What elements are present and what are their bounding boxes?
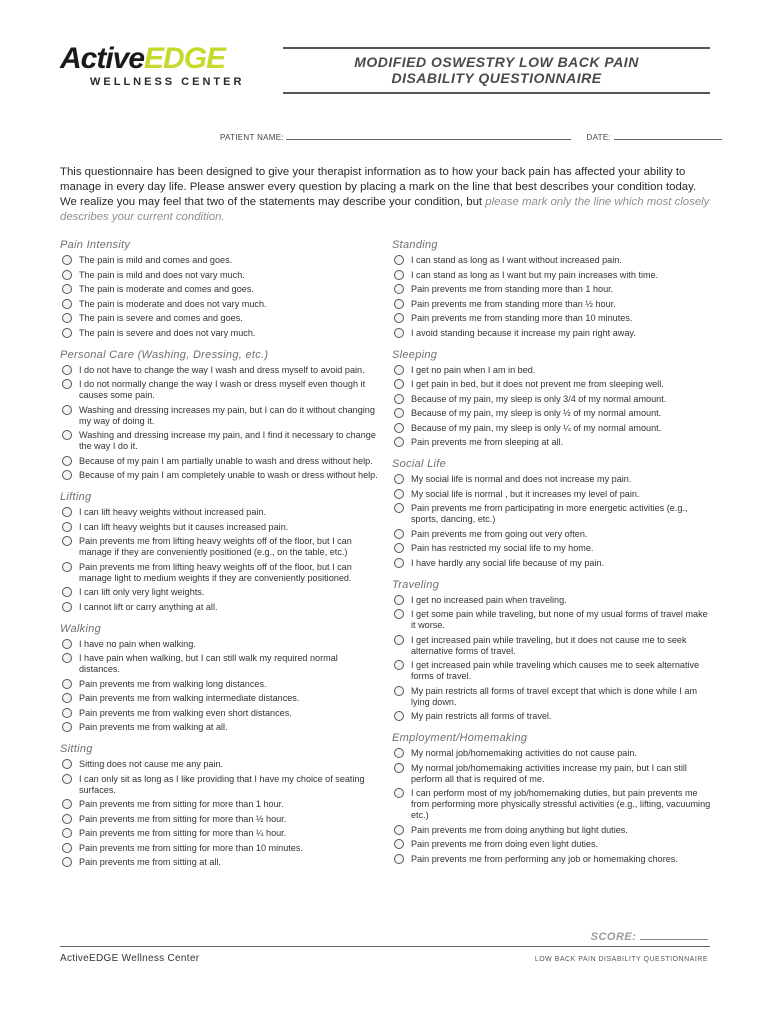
section-title: Walking [60,622,102,635]
option-item[interactable] [392,660,712,682]
section-title: Employment/Homemaking [392,732,528,744]
radio-button-icon[interactable] [394,489,404,499]
score-blank[interactable] [640,930,708,940]
option-item[interactable] [392,686,712,708]
option-item[interactable] [392,270,712,281]
radio-button-icon[interactable] [394,711,404,721]
logo-word-edge: EDGE [144,42,226,75]
intro-paragraph [60,165,710,225]
radio-button-icon[interactable] [394,609,404,619]
date-field[interactable] [614,132,722,140]
radio-button-icon[interactable] [62,828,72,838]
option-item[interactable] [60,828,380,839]
option-item[interactable] [60,470,380,481]
option-label: The pain is mild and does not vary much. [79,269,245,280]
option-item[interactable] [60,562,380,584]
option-item[interactable] [60,722,380,733]
radio-button-icon[interactable] [62,507,72,517]
option-label: My pain restricts all forms of travel. [411,711,552,721]
option-label: Pain prevents me from doing anything but light duties. [411,824,628,835]
option-item[interactable] [60,693,380,704]
option-label: I get some pain while traveling, but none of my usual forms of travel make it worse. [411,609,708,630]
section-employment-homemaking [392,731,712,865]
page-title [283,54,710,86]
option-label: The pain is severe and comes and goes. [79,313,243,323]
option-item[interactable] [60,299,380,310]
option-label: Because of my pain I am completely unable to wash or dress without help. [79,470,378,480]
option-label: Because of my pain, my sleep is only ¼ of my normal amount. [411,422,662,433]
radio-button-icon[interactable] [394,255,404,265]
radio-button-icon[interactable] [394,270,404,280]
option-item[interactable] [392,839,712,850]
option-item[interactable] [60,255,380,266]
radio-button-icon[interactable] [62,708,72,718]
radio-button-icon[interactable] [62,679,72,689]
radio-button-icon[interactable] [394,394,404,404]
radio-button-icon[interactable] [394,788,404,798]
radio-button-icon[interactable] [62,313,72,323]
option-item[interactable] [60,602,380,613]
option-label: Pain prevents me from sleeping at all. [411,437,564,447]
radio-button-icon[interactable] [394,299,404,309]
option-label: I have no pain when walking. [79,638,196,649]
option-label: Sitting does not cause me any pain. [79,759,224,769]
patient-name-label: PATIENT NAME: [220,133,284,142]
radio-button-icon[interactable] [394,854,404,864]
option-item[interactable] [392,635,712,657]
section-title: Personal Care (Washing, Dressing, etc.) [60,348,269,361]
option-label: Pain prevents me from lifting heavy weights off of the floor, but I can manage if they are conveniently positioned (e.g., on the table, etc.) [79,536,352,557]
section-pain-intensity [60,238,380,339]
option-item[interactable] [392,763,712,785]
logo-wordmark [60,44,244,74]
logo-subtitle: WELLNESS CENTER [90,76,245,88]
radio-button-icon[interactable] [394,595,404,605]
radio-button-icon[interactable] [62,814,72,824]
option-label: Pain prevents me from going out very often. [411,528,588,539]
option-item[interactable] [60,536,380,558]
right-column [392,238,712,874]
section-traveling [392,578,712,723]
option-label: I can lift only very light weights. [79,587,205,597]
radio-button-icon[interactable] [62,328,72,338]
option-item[interactable] [392,558,712,569]
radio-button-icon[interactable] [62,602,72,612]
section-title: Pain Intensity [60,239,131,251]
radio-button-icon[interactable] [394,558,404,568]
option-item[interactable] [392,299,712,310]
option-item[interactable] [392,609,712,631]
radio-button-icon[interactable] [394,313,404,323]
radio-button-icon[interactable] [394,529,404,539]
option-item[interactable] [392,788,712,821]
radio-button-icon[interactable] [62,536,72,546]
option-label: I get increased pain while traveling which causes me to seek alternative forms of travel. [411,660,700,681]
option-label: I have hardly any social life because of my pain. [411,557,605,568]
option-label: The pain is mild and comes and goes. [79,255,233,265]
option-item[interactable] [60,759,380,770]
option-item[interactable] [60,708,380,719]
option-label: Pain prevents me from walking at all. [79,722,228,732]
logo-word-active: Active [60,42,145,75]
option-item[interactable] [392,408,712,419]
radio-button-icon[interactable] [62,470,72,480]
option-label: I do not normally change the way I wash or dress myself even though it causes some pain. [79,379,366,400]
option-label: Pain prevents me from doing even light duties. [411,839,599,849]
title-line-2: DISABILITY QUESTIONNAIRE [391,70,602,86]
section-title: Sleeping [392,348,438,361]
option-label: Pain prevents me from performing any job or homemaking chores. [411,853,678,864]
radio-button-icon[interactable] [62,379,72,389]
option-label: The pain is moderate and does not vary much. [79,298,267,309]
radio-button-icon[interactable] [62,456,72,466]
option-label: My pain restricts all forms of travel except that which is done while I am lying down. [411,685,698,707]
section-personal-care-washing-dressing-etc [60,348,380,482]
option-label: Because of my pain, my sleep is only 3/4 of my normal amount. [411,393,667,404]
option-label: I can stand as long as I want but my pain increases with time. [411,269,659,280]
option-item[interactable] [392,711,712,722]
radio-button-icon[interactable] [394,328,404,338]
title-rule-bottom [283,92,710,94]
option-label: I can lift heavy weights but it causes increased pain. [79,521,289,532]
option-item[interactable] [60,430,380,452]
option-label: Because of my pain I am partially unable to wash and dress without help. [79,455,373,466]
score-field [591,930,708,943]
option-item[interactable] [60,522,380,533]
intro-emphasis: please mark only the line which most closely describes your current condition. [60,196,710,223]
option-label: Pain prevents me from sitting for more than 1 hour. [79,799,284,809]
section-title: Social Life [392,458,447,470]
option-item[interactable] [60,270,380,281]
option-item[interactable] [392,328,712,339]
patient-fields [220,132,722,142]
radio-button-icon[interactable] [62,774,72,784]
section-social-life [392,457,712,569]
option-label: I can only sit as long as I like providing that I have my choice of seating surfaces. [79,773,365,795]
radio-button-icon[interactable] [394,825,404,835]
option-item[interactable] [60,284,380,295]
radio-button-icon[interactable] [394,437,404,447]
option-item[interactable] [60,405,380,427]
option-label: Pain prevents me from sitting for more than ¼ hour. [79,828,287,838]
radio-button-icon[interactable] [394,839,404,849]
option-label: I avoid standing because it increase my pain right away. [411,327,636,338]
radio-button-icon[interactable] [62,365,72,375]
option-label: My social life is normal and does not increase my pain. [411,474,632,484]
radio-button-icon[interactable] [394,660,404,670]
option-item[interactable] [60,653,380,675]
section-title: Traveling [392,578,440,591]
radio-button-icon[interactable] [62,759,72,769]
option-item[interactable] [60,328,380,339]
radio-button-icon[interactable] [62,255,72,265]
radio-button-icon[interactable] [394,503,404,513]
radio-button-icon[interactable] [62,284,72,294]
option-label: Pain prevents me from lifting heavy weights off of the floor, but I can manage light to medium weights if they are conveniently positioned. [79,561,352,583]
option-label: Pain prevents me from walking even short distances. [79,707,292,718]
radio-button-icon[interactable] [62,843,72,853]
option-label: Pain has restricted my social life to my home. [411,543,594,553]
option-item[interactable] [392,255,712,266]
radio-button-icon[interactable] [394,379,404,389]
radio-button-icon[interactable] [62,430,72,440]
section-title: Standing [392,239,438,251]
option-item[interactable] [60,639,380,650]
option-item[interactable] [60,507,380,518]
option-item[interactable] [60,313,380,324]
title-rule-top [283,47,710,49]
radio-button-icon[interactable] [394,763,404,773]
section-sitting [60,742,380,868]
option-label: I get pain in bed, but it does not prevent me from sleeping well. [411,379,664,389]
option-item[interactable] [60,799,380,810]
radio-button-icon[interactable] [62,722,72,732]
radio-button-icon[interactable] [62,299,72,309]
logo [60,44,244,88]
radio-button-icon[interactable] [394,686,404,696]
footer-organization: ActiveEDGE Wellness Center [60,953,200,964]
option-item[interactable] [392,503,712,525]
radio-button-icon[interactable] [62,693,72,703]
section-standing [392,238,712,339]
option-label: I have pain when walking, but I can still walk my required normal distances. [79,653,338,674]
option-label: Pain prevents me from standing more than 10 minutes. [411,313,633,323]
section-walking [60,622,380,734]
option-label: Pain prevents me from sitting at all. [79,857,222,867]
section-sleeping [392,348,712,449]
option-label: I can lift heavy weights without increased pain. [79,507,267,517]
option-label: Pain prevents me from walking intermediate distances. [79,693,300,703]
option-label: I can stand as long as I want without increased pain. [411,255,622,265]
intro-text: This questionnaire has been designed to give your therapist information as to how your back pain has affected your ability to manage in every day life. Please answer every question by placing a mark on the line that best describes your condition today. We realize you may feel that two of the statements may describe your condition, but [60,166,697,208]
radio-button-icon[interactable] [62,653,72,663]
radio-button-icon[interactable] [394,748,404,758]
option-item[interactable] [60,679,380,690]
option-item[interactable] [392,529,712,540]
radio-button-icon[interactable] [62,857,72,867]
radio-button-icon[interactable] [62,799,72,809]
option-label: I cannot lift or carry anything at all. [79,601,218,612]
option-item[interactable] [60,843,380,854]
option-item[interactable] [60,456,380,467]
option-item[interactable] [60,774,380,796]
option-label: I do not have to change the way I wash and dress myself to avoid pain. [79,364,365,375]
option-item[interactable] [392,474,712,485]
option-item[interactable] [60,365,380,376]
option-label: I get no pain when I am in bed. [411,364,536,375]
section-title: Sitting [60,743,93,755]
option-item[interactable] [392,825,712,836]
radio-button-icon[interactable] [394,423,404,433]
section-title: Lifting [60,491,92,503]
option-label: Washing and dressing increase my pain, and I find it necessary to change the way I do it. [79,430,376,451]
option-item[interactable] [392,379,712,390]
radio-button-icon[interactable] [62,270,72,280]
option-item[interactable] [392,595,712,606]
radio-button-icon[interactable] [62,587,72,597]
option-item[interactable] [392,543,712,554]
option-label: Pain prevents me from sitting for more than 10 minutes. [79,842,303,853]
option-label: Pain prevents me from standing more than 1 hour. [411,284,614,294]
option-item[interactable] [392,284,712,295]
option-label: I can perform most of my job/homemaking duties, but pain prevents me from performing more physically stressful activities (e.g., lifting, vacuuming etc.) [411,788,711,820]
radio-button-icon[interactable] [394,284,404,294]
option-item[interactable] [60,814,380,825]
title-line-1: MODIFIED OSWESTRY LOW BACK PAIN [354,54,639,70]
footer-form-name: LOW BACK PAIN DISABILITY QUESTIONNAIRE [534,956,708,963]
left-column [60,238,380,877]
patient-name-field[interactable] [286,132,571,140]
option-item[interactable] [392,748,712,759]
option-label: The pain is moderate and comes and goes. [79,284,254,294]
option-label: Pain prevents me from walking long distances. [79,678,267,689]
radio-button-icon[interactable] [62,639,72,649]
option-label: Pain prevents me from sitting for more than ½ hour. [79,813,287,824]
option-item[interactable] [60,379,380,401]
option-label: Pain prevents me from participating in more energetic activities (e.g., sports, dancing, etc.) [411,503,688,524]
option-item[interactable] [392,423,712,434]
score-label: SCORE: [590,931,637,943]
option-label: I get no increased pain when traveling. [411,594,567,605]
date-label: DATE: [586,133,611,142]
radio-button-icon[interactable] [394,635,404,645]
radio-button-icon[interactable] [62,562,72,572]
option-item[interactable] [392,854,712,865]
option-label: My social life is normal , but it increases my level of pain. [411,488,640,499]
radio-button-icon[interactable] [394,474,404,484]
option-item[interactable] [60,857,380,868]
option-label: Pain prevents me from standing more than ½ hour. [411,298,616,309]
radio-button-icon[interactable] [394,408,404,418]
radio-button-icon[interactable] [62,522,72,532]
option-label: Washing and dressing increases my pain, but I can do it without changing my way of doing it. [79,404,375,426]
option-item[interactable] [392,313,712,324]
option-item[interactable] [60,587,380,598]
radio-button-icon[interactable] [62,405,72,415]
footer-divider [60,946,710,947]
option-item[interactable] [392,489,712,500]
section-lifting [60,490,380,613]
option-item[interactable] [392,365,712,376]
option-label: My normal job/homemaking activities increase my pain, but I can still perform all that is required of me. [411,762,687,784]
radio-button-icon[interactable] [394,543,404,553]
radio-button-icon[interactable] [394,365,404,375]
option-item[interactable] [392,394,712,405]
option-label: The pain is severe and does not vary much. [79,327,256,338]
option-item[interactable] [392,437,712,448]
option-label: My normal job/homemaking activities do not cause pain. [411,748,637,758]
option-label: I get increased pain while traveling, but it does not cause me to seek alternative forms of travel. [411,634,687,656]
option-label: Because of my pain, my sleep is only ½ of my normal amount. [411,408,662,418]
